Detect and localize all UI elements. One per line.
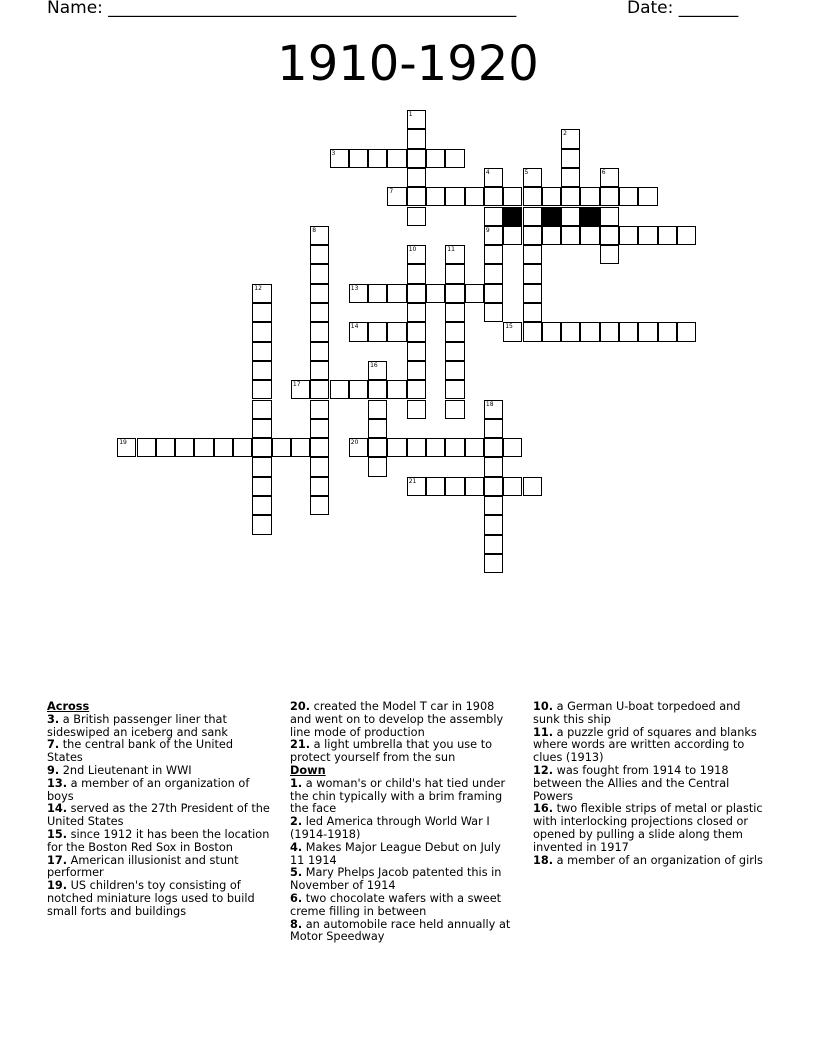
down-clue-1: 1. a woman's or child's hat tied under the chin typically with a brim framing the face (290, 776, 506, 816)
grid-cell[interactable] (426, 477, 445, 496)
grid-cell[interactable] (330, 380, 349, 399)
grid-cell[interactable] (600, 226, 619, 245)
cell-number: 11 (447, 246, 455, 254)
grid-cell-start-10[interactable] (407, 245, 426, 264)
down-clue-4: 4. Makes Major League Debut on July 11 1914 (290, 840, 501, 867)
grid-cell[interactable] (407, 264, 426, 283)
grid-cell[interactable] (310, 419, 329, 438)
grid-cell[interactable] (503, 438, 522, 457)
across-clue-9: 9. 2nd Lieutenant in WWI (47, 763, 192, 777)
down-clue-6: 6. two chocolate wafers with a sweet creme filling in between (290, 891, 502, 918)
grid-cell[interactable] (580, 322, 599, 341)
grid-cell[interactable] (445, 477, 464, 496)
grid-cell[interactable] (407, 149, 426, 168)
grid-cell[interactable] (523, 303, 542, 322)
grid-cell[interactable] (368, 419, 387, 438)
grid-cell[interactable] (310, 284, 329, 303)
cell-number: 19 (119, 439, 127, 447)
grid-cell[interactable] (156, 438, 175, 457)
grid-cell[interactable] (677, 322, 696, 341)
grid-cell[interactable] (465, 187, 484, 206)
grid-cell[interactable] (368, 380, 387, 399)
across-clue-14: 14. served as the 27th President of the United States (47, 802, 270, 829)
grid-cell[interactable] (523, 264, 542, 283)
grid-cell[interactable] (407, 284, 426, 303)
grid-cell[interactable] (580, 187, 599, 206)
grid-cell[interactable] (484, 496, 503, 515)
grid-cell[interactable] (638, 187, 657, 206)
grid-cell[interactable] (445, 342, 464, 361)
grid-cell[interactable] (310, 303, 329, 322)
date-line[interactable]: _______ (678, 0, 739, 18)
grid-cell[interactable] (484, 207, 503, 226)
down-clue-2: 2. led America through World War I (1914-1918) (290, 815, 490, 841)
grid-cell[interactable] (484, 457, 503, 476)
grid-cell[interactable] (387, 380, 406, 399)
down-clue-12: 12. was fought from 1914 to 1918 between the Allies and the Central Powers (533, 763, 730, 803)
cell-number: 12 (254, 284, 262, 292)
down-clue-11: 11. a puzzle grid of squares and blanks where words are written according to clues (1913) (533, 725, 757, 765)
clues-column-2 (290, 701, 515, 944)
grid-cell[interactable] (503, 187, 522, 206)
grid-cell[interactable] (484, 515, 503, 534)
grid-cell[interactable] (523, 284, 542, 303)
across-clue-20: 20. created the Model T car in 1908 and went on to develop the assembly line mode of production (290, 700, 504, 739)
grid-cell[interactable] (349, 380, 368, 399)
black-cell (580, 207, 599, 226)
page-title: 1910-1920 (277, 36, 539, 92)
grid-cell[interactable] (426, 149, 445, 168)
grid-cell[interactable] (484, 554, 503, 573)
grid-cell[interactable] (310, 438, 329, 457)
grid-cell[interactable] (484, 264, 503, 283)
grid-cell-start-12[interactable] (252, 284, 271, 303)
grid-cell[interactable] (349, 149, 368, 168)
grid-cell[interactable] (426, 284, 445, 303)
grid-cell[interactable] (310, 477, 329, 496)
grid-cell[interactable] (387, 284, 406, 303)
grid-cell[interactable] (252, 457, 271, 476)
across-clue-15: 15. since 1912 it has been the location for the Boston Red Sox in Boston (47, 827, 270, 854)
across-clue-19: 19. US children's toy consisting of notched miniature logs used to build small forts and buildings (47, 879, 255, 918)
grid-cell-start-7[interactable] (387, 187, 406, 206)
grid-cell-start-11[interactable] (445, 245, 464, 264)
grid-cell[interactable] (600, 245, 619, 264)
cell-number: 8 (312, 226, 317, 234)
grid-cell[interactable] (503, 226, 522, 245)
grid-cell[interactable] (523, 207, 542, 226)
across-clue-3: 3. a British passenger liner that sideswiped an iceberg and sank (47, 712, 228, 739)
cell-number: 13 (350, 284, 359, 292)
grid-cell[interactable] (407, 129, 426, 148)
grid-cell[interactable] (407, 400, 426, 419)
grid-cell[interactable] (252, 400, 271, 419)
grid-cell[interactable] (175, 438, 194, 457)
grid-cell[interactable] (600, 187, 619, 206)
name-label: Name: (47, 0, 103, 18)
grid-cell[interactable] (484, 477, 503, 496)
grid-cell-start-16[interactable] (368, 361, 387, 380)
grid-cell[interactable] (638, 322, 657, 341)
clues-column-3 (533, 701, 768, 867)
grid-cell[interactable] (445, 380, 464, 399)
date-label: Date: (627, 0, 674, 18)
grid-cell[interactable] (387, 438, 406, 457)
grid-cell[interactable] (619, 226, 638, 245)
grid-cell[interactable] (407, 342, 426, 361)
grid-cell[interactable] (523, 477, 542, 496)
grid-cell[interactable] (214, 438, 233, 457)
grid-cell[interactable] (368, 438, 387, 457)
grid-cell[interactable] (252, 342, 271, 361)
grid-cell[interactable] (407, 361, 426, 380)
grid-cell[interactable] (561, 168, 580, 187)
grid-cell[interactable] (387, 322, 406, 341)
grid-cell[interactable] (407, 380, 426, 399)
across-clue-17: 17. American illusionist and stunt performer (47, 853, 239, 880)
down-clue-8: 8. an automobile race held annually at Motor Speedway (290, 917, 511, 944)
grid-cell[interactable] (542, 322, 561, 341)
grid-cell[interactable] (252, 361, 271, 380)
grid-cell[interactable] (484, 303, 503, 322)
grid-cell[interactable] (272, 438, 291, 457)
black-cell (503, 207, 522, 226)
grid-cell[interactable] (137, 438, 156, 457)
grid-cell[interactable] (445, 438, 464, 457)
grid-cell[interactable] (484, 438, 503, 457)
cell-number: 14 (350, 323, 359, 331)
grid-cell[interactable] (368, 457, 387, 476)
grid-cell[interactable] (542, 187, 561, 206)
grid-cell[interactable] (561, 207, 580, 226)
grid-cell[interactable] (407, 303, 426, 322)
grid-cell[interactable] (426, 187, 445, 206)
grid-cell[interactable] (600, 207, 619, 226)
down-clue-18: 18. a member of an organization of girls (533, 853, 763, 867)
cell-number: 10 (408, 246, 417, 254)
cell-number: 9 (485, 226, 490, 234)
grid-cell[interactable] (619, 322, 638, 341)
grid-cell[interactable] (445, 264, 464, 283)
grid-cell[interactable] (194, 438, 213, 457)
black-cell (542, 207, 561, 226)
grid-cell[interactable] (310, 496, 329, 515)
grid-cell-start-4[interactable] (484, 168, 503, 187)
grid-cell[interactable] (445, 303, 464, 322)
grid-cell-start-20[interactable] (349, 438, 368, 457)
grid-cell[interactable] (658, 322, 677, 341)
grid-cell-start-13[interactable] (349, 284, 368, 303)
grid-cell[interactable] (484, 187, 503, 206)
grid-cell[interactable] (445, 187, 464, 206)
grid-cell[interactable] (445, 400, 464, 419)
grid-cell[interactable] (407, 438, 426, 457)
grid-cell-start-1[interactable] (407, 110, 426, 129)
grid-cell-start-14[interactable] (349, 322, 368, 341)
across-clue-7: 7. the central bank of the United States (47, 738, 234, 765)
grid-cell[interactable] (252, 515, 271, 534)
grid-cell[interactable] (638, 226, 657, 245)
grid-cell-start-6[interactable] (600, 168, 619, 187)
grid-cell[interactable] (503, 477, 522, 496)
grid-cell[interactable] (561, 226, 580, 245)
grid-cell[interactable] (407, 168, 426, 187)
grid-cell[interactable] (368, 284, 387, 303)
cell-number: 2 (563, 130, 567, 138)
grid-cell[interactable] (465, 438, 484, 457)
grid-cell[interactable] (310, 361, 329, 380)
cell-number: 16 (370, 361, 378, 369)
grid-cell[interactable] (445, 322, 464, 341)
grid-cell[interactable] (561, 149, 580, 168)
name-line[interactable]: ________________________________________________ (108, 0, 517, 18)
cell-number: 15 (505, 323, 513, 331)
grid-cell[interactable] (368, 400, 387, 419)
cell-number: 1 (408, 111, 413, 118)
grid-cell[interactable] (252, 303, 271, 322)
grid-cell[interactable] (445, 361, 464, 380)
grid-cell-start-3[interactable] (330, 149, 349, 168)
grid-cell[interactable] (561, 322, 580, 341)
grid-cell[interactable] (368, 149, 387, 168)
down-clue-16: 16. two flexible strips of metal or plastic with interlocking projections closed or opened by pulling a slide along them invented in 1917 (533, 802, 763, 854)
grid-cell[interactable] (310, 400, 329, 419)
grid-cell[interactable] (484, 245, 503, 264)
grid-cell[interactable] (407, 322, 426, 341)
grid-cell[interactable] (445, 149, 464, 168)
grid-cell[interactable] (580, 226, 599, 245)
grid-cell[interactable] (523, 226, 542, 245)
clues-column-1 (47, 701, 272, 919)
grid-cell-start-9[interactable] (484, 226, 503, 245)
grid-cell[interactable] (523, 187, 542, 206)
grid-cell[interactable] (677, 226, 696, 245)
grid-cell[interactable] (310, 457, 329, 476)
cell-number: 20 (350, 439, 359, 447)
grid-cell[interactable] (252, 322, 271, 341)
grid-cell[interactable] (600, 322, 619, 341)
cell-number: 6 (601, 168, 606, 176)
grid-cell[interactable] (310, 342, 329, 361)
grid-cell[interactable] (310, 264, 329, 283)
grid-cell[interactable] (484, 419, 503, 438)
grid-cell[interactable] (523, 245, 542, 264)
grid-cell-start-17[interactable] (291, 380, 310, 399)
grid-cell[interactable] (252, 380, 271, 399)
grid-cell[interactable] (658, 226, 677, 245)
grid-cell[interactable] (252, 419, 271, 438)
grid-cell[interactable] (523, 322, 542, 341)
grid-cell[interactable] (561, 187, 580, 206)
grid-cell[interactable] (310, 380, 329, 399)
grid-cell[interactable] (368, 322, 387, 341)
cell-number: 17 (292, 381, 301, 389)
grid-cell[interactable] (484, 284, 503, 303)
grid-cell[interactable] (426, 438, 445, 457)
grid-cell-start-15[interactable] (503, 322, 522, 341)
cell-number: 5 (524, 168, 529, 176)
across-clue-21: 21. a light umbrella that you use to protect yourself from the sun (290, 738, 493, 765)
grid-cell[interactable] (233, 438, 252, 457)
grid-cell[interactable] (310, 245, 329, 264)
cell-number: 4 (485, 168, 490, 176)
grid-cell[interactable] (387, 149, 406, 168)
grid-cell[interactable] (484, 535, 503, 554)
grid-cell[interactable] (407, 187, 426, 206)
grid-cell-start-5[interactable] (523, 168, 542, 187)
grid-cell[interactable] (465, 284, 484, 303)
grid-cell[interactable] (252, 477, 271, 496)
across-clue-13: 13. a member of an organization of boys (47, 776, 250, 803)
grid-cell[interactable] (291, 438, 310, 457)
down-clue-5: 5. Mary Phelps Jacob patented this in November of 1914 (290, 866, 502, 893)
grid-cell[interactable] (310, 322, 329, 341)
grid-cell[interactable] (465, 477, 484, 496)
grid-cell[interactable] (619, 187, 638, 206)
grid-cell-start-8[interactable] (310, 226, 329, 245)
grid-cell[interactable] (542, 226, 561, 245)
grid-cell[interactable] (252, 438, 271, 457)
grid-cell-start-21[interactable] (407, 477, 426, 496)
grid-cell-start-2[interactable] (561, 129, 580, 148)
grid-cell-start-18[interactable] (484, 400, 503, 419)
across-heading: Across (47, 700, 90, 713)
grid-cell-start-19[interactable] (117, 438, 136, 457)
cell-number: 21 (408, 477, 417, 485)
grid-cell[interactable] (445, 284, 464, 303)
grid-cell[interactable] (407, 207, 426, 226)
down-clue-10: 10. a German U-boat torpedoed and sunk this ship (533, 700, 741, 726)
down-heading: Down (290, 763, 326, 777)
cell-number: 3 (331, 149, 336, 157)
cell-number: 7 (389, 188, 394, 196)
grid-cell[interactable] (252, 496, 271, 515)
cell-number: 18 (485, 400, 494, 408)
